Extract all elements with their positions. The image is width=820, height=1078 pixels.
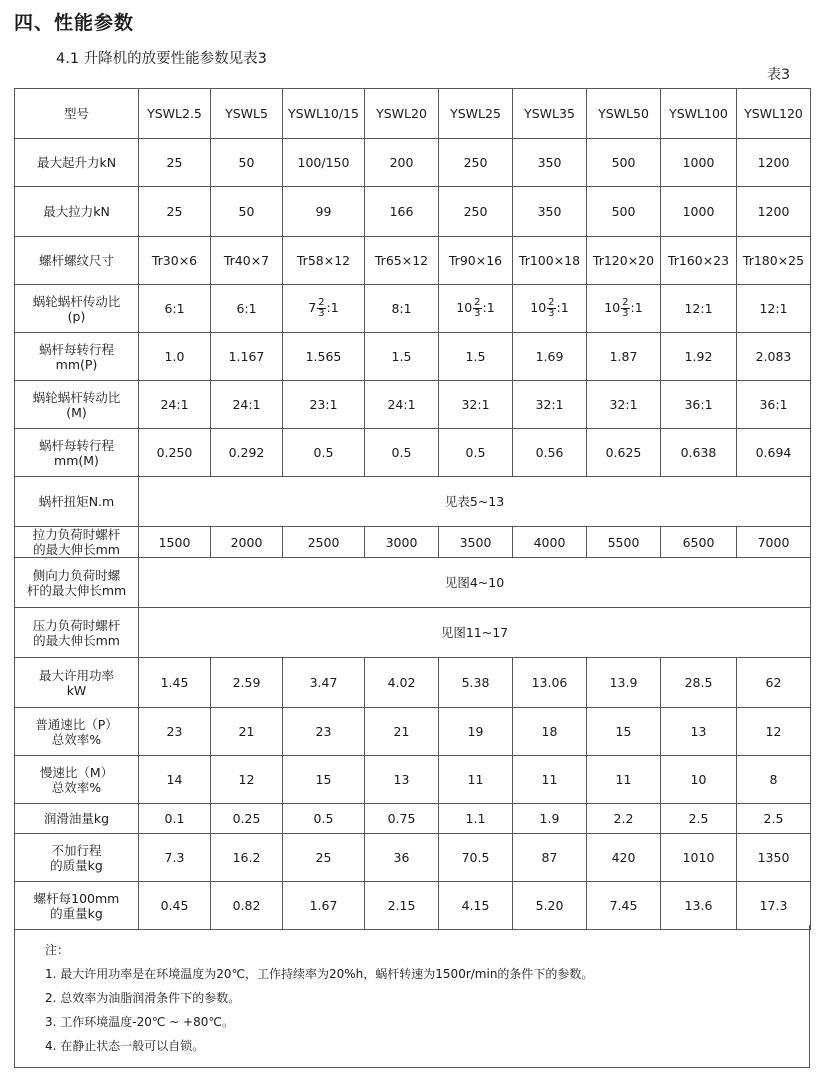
value-cell: Tr40×7 [211,237,283,285]
fraction-two-thirds: $\frac{2}{3}$ [548,297,555,319]
value-cell: 1.87 [587,333,661,381]
value-cell: Tr90×16 [439,237,513,285]
row-label-cell: 蜗轮蜗杆传动比 (p) [15,285,139,333]
value-cell: 15 [587,708,661,756]
value-cell: 1000 [661,187,737,237]
value-cell: 50 [211,187,283,237]
model-header-cell: YSWL35 [513,89,587,139]
value-cell: 350 [513,139,587,187]
value-cell: 0.292 [211,429,283,477]
value-cell: 1000 [661,139,737,187]
value-cell: 1.9 [513,804,587,834]
value-cell: 0.5 [283,429,365,477]
value-cell: 3.47 [283,658,365,708]
value-cell: 1200 [737,187,811,237]
note-item: 3. 工作环境温度-20℃ ~ +80℃。 [45,1015,234,1029]
table-row [15,187,811,237]
merged-value-cell: 见表5~13 [139,477,811,527]
value-cell: 2500 [283,527,365,558]
value-cell: 11 [587,756,661,804]
value-cell: 15 [283,756,365,804]
value-cell: 2.2 [587,804,661,834]
notes-title: 注： [45,943,70,957]
value-cell: 36:1 [661,381,737,429]
value-cell: 32:1 [587,381,661,429]
value-cell: 87 [513,834,587,882]
row-label-cell: 螺杆每100mm 的重量kg [15,882,139,930]
model-header-cell: YSWL100 [661,89,737,139]
value-cell: 0.625 [587,429,661,477]
section-title: 四、性能参数 [14,12,135,34]
table-row [15,477,811,527]
value-cell: 36 [365,834,439,882]
value-cell: 10 $\frac{2}{3}$ :1 [513,285,587,333]
value-cell: 70.5 [439,834,513,882]
value-cell: 1.565 [283,333,365,381]
value-cell: 7.3 [139,834,211,882]
value-cell: 1.5 [365,333,439,381]
value-cell: 0.25 [211,804,283,834]
value-cell: 166 [365,187,439,237]
value-cell: 8:1 [365,285,439,333]
value-cell: 36:1 [737,381,811,429]
fraction-two-thirds: $\frac{2}{3}$ [622,297,629,319]
model-header-cell: YSWL50 [587,89,661,139]
value-cell: 18 [513,708,587,756]
value-cell: 25 [139,139,211,187]
value-cell: 2.5 [661,804,737,834]
value-cell: 1.1 [439,804,513,834]
value-cell: 2.083 [737,333,811,381]
table-row [15,756,811,804]
table-row [15,285,811,333]
value-cell: 0.75 [365,804,439,834]
row-label-cell: 蜗杆每转行程 mm(P) [15,333,139,381]
value-cell: 500 [587,187,661,237]
value-cell: 5.20 [513,882,587,930]
value-cell: 0.5 [365,429,439,477]
table-row [15,527,811,558]
value-cell: 50 [211,139,283,187]
model-header-cell: YSWL5 [211,89,283,139]
value-cell: 1010 [661,834,737,882]
value-cell: 13.9 [587,658,661,708]
value-cell: 2.59 [211,658,283,708]
row-label-cell: 最大许用功率 kW [15,658,139,708]
value-cell: 62 [737,658,811,708]
value-cell: 3500 [439,527,513,558]
table-row [15,708,811,756]
value-cell: 1350 [737,834,811,882]
value-cell: 7 $\frac{2}{3}$ :1 [283,285,365,333]
value-cell: 350 [513,187,587,237]
value-cell: Tr180×25 [737,237,811,285]
value-cell: 11 [513,756,587,804]
table-row [15,333,811,381]
value-cell: 0.694 [737,429,811,477]
value-cell: 10 $\frac{2}{3}$ :1 [439,285,513,333]
value-cell: 10 $\frac{2}{3}$ :1 [587,285,661,333]
table-row [15,658,811,708]
row-label-cell: 侧向力负荷时螺 杆的最大伸长mm [15,558,139,608]
row-label-cell: 慢速比（M） 总效率% [15,756,139,804]
value-cell: 2.5 [737,804,811,834]
table-row [15,237,811,285]
row-label-cell: 拉力负荷时螺杆 的最大伸长mm [15,527,139,558]
value-cell: 3000 [365,527,439,558]
value-cell: 250 [439,187,513,237]
value-cell: 1.5 [439,333,513,381]
fraction-two-thirds: $\frac{2}{3}$ [474,297,481,319]
row-label-cell: 压力负荷时螺杆 的最大伸长mm [15,608,139,658]
merged-value-cell: 见图4~10 [139,558,811,608]
value-cell: 420 [587,834,661,882]
note-item: 4. 在静止状态一般可以自锁。 [45,1039,205,1053]
value-cell: 7000 [737,527,811,558]
value-cell: 13.6 [661,882,737,930]
table-row [15,429,811,477]
value-cell: 1.69 [513,333,587,381]
model-header-cell: YSWL2.5 [139,89,211,139]
model-header-cell: YSWL20 [365,89,439,139]
table-row [15,558,811,608]
table-row [15,882,811,930]
model-header-cell: YSWL10/15 [283,89,365,139]
value-cell: 6500 [661,527,737,558]
value-cell: 1200 [737,139,811,187]
value-cell: 32:1 [513,381,587,429]
row-label-cell: 最大拉力kN [15,187,139,237]
row-label-cell: 最大起升力kN [15,139,139,187]
value-cell: 500 [587,139,661,187]
value-cell: 32:1 [439,381,513,429]
value-cell: 13.06 [513,658,587,708]
subsection-title: 4.1 升降机的放要性能参数见表3 [56,51,267,67]
value-cell: 21 [365,708,439,756]
table-row [15,139,811,187]
value-cell: 17.3 [737,882,811,930]
value-cell: 0.638 [661,429,737,477]
value-cell: 23 [139,708,211,756]
performance-table [14,88,811,930]
row-label-cell: 润滑油量kg [15,804,139,834]
value-cell: 1.0 [139,333,211,381]
row-label-cell: 蜗轮蜗杆转动比 (M) [15,381,139,429]
value-cell: 12 [737,708,811,756]
table-header-row [15,89,811,139]
table-row [15,834,811,882]
value-cell: 10 [661,756,737,804]
row-label-cell: 不加行程 的质量kg [15,834,139,882]
value-cell: 7.45 [587,882,661,930]
row-label-cell: 普通速比（P） 总效率% [15,708,139,756]
value-cell: 24:1 [365,381,439,429]
value-cell: 5500 [587,527,661,558]
value-cell: 8 [737,756,811,804]
value-cell: 100/150 [283,139,365,187]
value-cell: 21 [211,708,283,756]
row-label-cell: 蜗杆扭矩N.m [15,477,139,527]
row-label-cell: 蜗杆每转行程 mm(M) [15,429,139,477]
value-cell: 13 [365,756,439,804]
row-label-cell: 螺杆螺纹尺寸 [15,237,139,285]
value-cell: 4.02 [365,658,439,708]
value-cell: 25 [139,187,211,237]
value-cell: 1.45 [139,658,211,708]
table-label: 表3 [767,67,790,83]
note-item: 2. 总效率为油脂润滑条件下的参数。 [45,991,241,1005]
table-row [15,804,811,834]
value-cell: 28.5 [661,658,737,708]
value-cell: 0.1 [139,804,211,834]
value-cell: 0.5 [439,429,513,477]
value-cell: 14 [139,756,211,804]
value-cell: Tr58×12 [283,237,365,285]
value-cell: Tr120×20 [587,237,661,285]
value-cell: 2.15 [365,882,439,930]
value-cell: 200 [365,139,439,187]
model-header-cell: YSWL25 [439,89,513,139]
value-cell: 4000 [513,527,587,558]
value-cell: Tr100×18 [513,237,587,285]
value-cell: 11 [439,756,513,804]
value-cell: 24:1 [211,381,283,429]
value-cell: 1.67 [283,882,365,930]
value-cell: 250 [439,139,513,187]
value-cell: 1.167 [211,333,283,381]
value-cell: 0.45 [139,882,211,930]
table-row [15,381,811,429]
value-cell: 1500 [139,527,211,558]
value-cell: 24:1 [139,381,211,429]
value-cell: 0.5 [283,804,365,834]
value-cell: 12:1 [661,285,737,333]
value-cell: 23:1 [283,381,365,429]
value-cell: 5.38 [439,658,513,708]
value-cell: 19 [439,708,513,756]
value-cell: 2000 [211,527,283,558]
value-cell: 6:1 [211,285,283,333]
value-cell: 12 [211,756,283,804]
value-cell: 4.15 [439,882,513,930]
value-cell: 0.56 [513,429,587,477]
fraction-two-thirds: $\frac{2}{3}$ [318,297,325,319]
value-cell: Tr30×6 [139,237,211,285]
value-cell: Tr65×12 [365,237,439,285]
note-item: 1. 最大许用功率是在环境温度为20℃，工作持续率为20%h，蜗杆转速为1500r/min的条件下的参数。 [45,967,594,981]
merged-value-cell: 见图11~17 [139,608,811,658]
value-cell: 99 [283,187,365,237]
value-cell: 6:1 [139,285,211,333]
model-header-cell: YSWL120 [737,89,811,139]
value-cell: 0.82 [211,882,283,930]
value-cell: 1.92 [661,333,737,381]
value-cell: 12:1 [737,285,811,333]
value-cell: 23 [283,708,365,756]
table-row [15,608,811,658]
value-cell: 0.250 [139,429,211,477]
header-label-cell: 型号 [15,89,139,139]
notes-box [14,925,810,1068]
value-cell: 16.2 [211,834,283,882]
value-cell: Tr160×23 [661,237,737,285]
value-cell: 13 [661,708,737,756]
value-cell: 25 [283,834,365,882]
